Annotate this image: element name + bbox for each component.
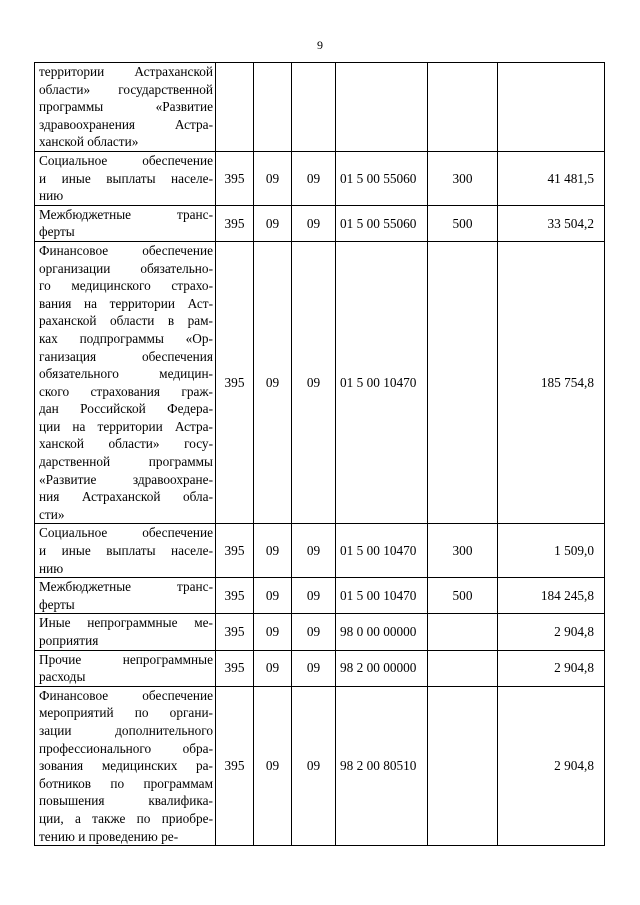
expense-name-line: Иные непрограммные ме- [39,615,213,631]
expense-name-line: Межбюджетные транс- [39,579,213,595]
expense-name-line: Социальное обеспечение [39,525,213,541]
ved-code-cell: 395 [216,614,254,650]
expense-name-line: сти» [39,506,65,522]
expense-name-line: и иные выплаты населе- [39,170,213,186]
expense-type-cell [428,63,498,152]
expense-name-line: ханской области» [39,134,139,150]
section-code-cell: 09 [254,241,292,524]
expense-name-line: ферты [39,224,75,240]
expense-name-line: ках подпрограммы «Ор- [39,330,213,346]
table-row [35,63,605,152]
section-code-cell: 09 [254,151,292,205]
expense-name-cell [35,650,216,686]
expense-name-line: области» государственной [39,81,213,97]
expense-name-line: и иные выплаты населе- [39,543,213,559]
expense-name-line: дарственной программы [39,454,213,470]
target-article-cell: 01 5 00 55060 [336,205,428,241]
section-code-cell: 09 [254,686,292,845]
expense-type-cell: 300 [428,524,498,578]
ved-code-cell: 395 [216,578,254,614]
table-row [35,578,605,614]
expense-name-line: ботников по программам [39,775,213,791]
budget-table [34,62,605,846]
ved-code-cell [216,63,254,152]
subsection-code-cell: 09 [292,151,336,205]
expense-name-cell [35,578,216,614]
expense-name-line: Финансовое обеспечение [39,242,213,258]
subsection-code-cell: 09 [292,524,336,578]
amount-cell: 1 509,0 [498,524,605,578]
expense-name-line: Социальное обеспечение [39,152,213,168]
expense-name-line: ферты [39,596,75,612]
amount-cell: 33 504,2 [498,205,605,241]
expense-name-line: вания на территории Аст- [39,295,213,311]
expense-name-line: мероприятий по органи- [39,705,213,721]
table-row [35,650,605,686]
amount-cell [498,63,605,152]
expense-name-line: ханской области» госу- [39,436,213,452]
ved-code-cell: 395 [216,205,254,241]
target-article-cell: 01 5 00 55060 [336,151,428,205]
expense-name-line: «Развитие здравоохране- [39,471,213,487]
subsection-code-cell [292,63,336,152]
expense-type-cell: 500 [428,578,498,614]
section-code-cell: 09 [254,614,292,650]
ved-code-cell: 395 [216,686,254,845]
expense-name-line: повышения квалифика- [39,793,213,809]
table-row [35,614,605,650]
section-code-cell: 09 [254,205,292,241]
page-number: 9 [317,38,323,52]
expense-name-line: роприятия [39,633,99,648]
ved-code-cell: 395 [216,650,254,686]
expense-name-line: Финансовое обеспечение [39,687,213,703]
target-article-cell: 01 5 00 10470 [336,241,428,524]
expense-name-cell [35,524,216,578]
expense-name-cell [35,686,216,845]
expense-name-cell [35,241,216,524]
target-article-cell: 01 5 00 10470 [336,578,428,614]
expense-type-cell [428,241,498,524]
subsection-code-cell: 09 [292,650,336,686]
expense-name-line: здравоохранения Астра- [39,116,213,132]
table-row [35,524,605,578]
expense-name-line: зования медицинских ра- [39,758,213,774]
subsection-code-cell: 09 [292,578,336,614]
amount-cell: 185 754,8 [498,241,605,524]
amount-cell: 2 904,8 [498,614,605,650]
expense-name-line: зации дополнительного [39,722,213,738]
section-code-cell: 09 [254,578,292,614]
section-code-cell: 09 [254,524,292,578]
expense-type-cell: 300 [428,151,498,205]
ved-code-cell: 395 [216,151,254,205]
subsection-code-cell: 09 [292,686,336,845]
expense-name-line: ния Астраханской обла- [39,489,213,505]
expense-name-line: ганизация обеспечения [39,348,213,364]
amount-cell: 2 904,8 [498,650,605,686]
expense-name-line: раханской области в рам- [39,313,213,329]
expense-name-line: организации обязательно- [39,260,213,276]
expense-name-line: территории Астраханской [39,64,213,79]
expense-name-line: ского страхования граж- [39,383,213,399]
target-article-cell [336,63,428,152]
table-row [35,241,605,524]
amount-cell: 41 481,5 [498,151,605,205]
expense-name-line: программы «Развитие [39,99,213,115]
expense-name-line: тению и проведению ре- [39,828,179,844]
ved-code-cell: 395 [216,241,254,524]
subsection-code-cell: 09 [292,614,336,650]
expense-name-line: обязательного медицин- [39,366,213,382]
expense-type-cell [428,650,498,686]
expense-name-line: нию [39,560,64,576]
table-row [35,151,605,205]
amount-cell: 2 904,8 [498,686,605,845]
target-article-cell: 01 5 00 10470 [336,524,428,578]
subsection-code-cell: 09 [292,205,336,241]
expense-name-cell [35,205,216,241]
target-article-cell: 98 2 00 00000 [336,650,428,686]
table-row [35,686,605,845]
section-code-cell: 09 [254,650,292,686]
expense-name-line: дан Российской Федера- [39,401,213,417]
expense-name-cell [35,614,216,650]
expense-type-cell [428,614,498,650]
amount-cell: 184 245,8 [498,578,605,614]
expense-name-line: Межбюджетные транс- [39,206,213,222]
expense-name-line: нию [39,188,64,204]
target-article-cell: 98 0 00 00000 [336,614,428,650]
expense-name-cell [35,151,216,205]
target-article-cell: 98 2 00 80510 [336,686,428,845]
ved-code-cell: 395 [216,524,254,578]
expense-type-cell [428,686,498,845]
expense-name-line: ции на территории Астра- [39,418,213,434]
expense-name-line: расходы [39,669,86,685]
expense-type-cell: 500 [428,205,498,241]
section-code-cell [254,63,292,152]
expense-name-line: Прочие непрограммные [39,651,213,667]
expense-name-line: профессионального обра- [39,740,213,756]
expense-name-line: го медицинского страхо- [39,278,213,294]
expense-name-cell [35,63,216,152]
expense-name-line: ции, а также по приобре- [39,810,213,826]
subsection-code-cell: 09 [292,241,336,524]
table-row [35,205,605,241]
